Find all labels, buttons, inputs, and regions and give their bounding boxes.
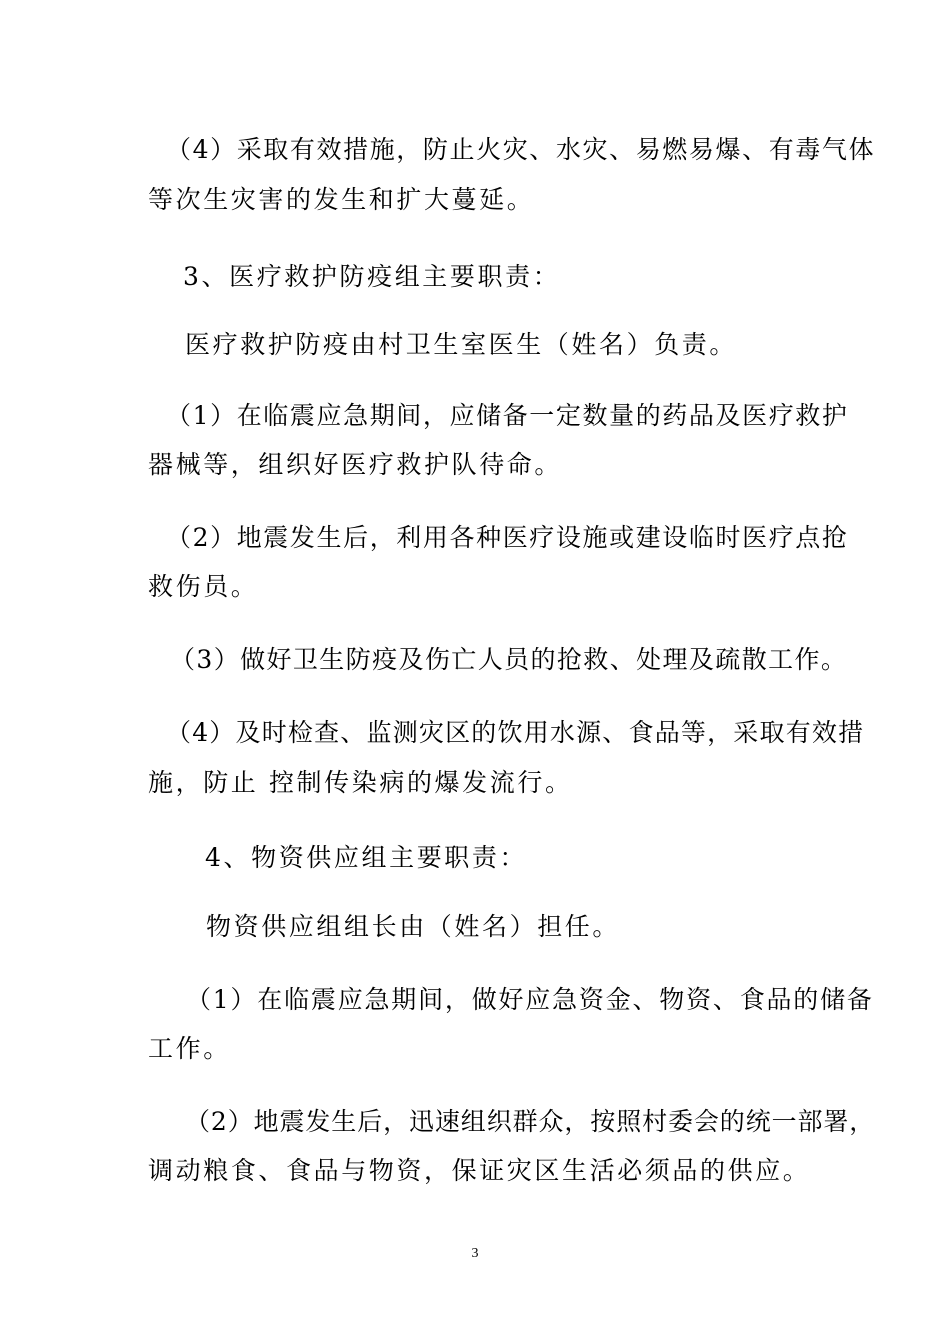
text-line: 器械等，组织好医疗救护队待命。 (148, 450, 563, 479)
section-heading: 3、医疗救护防疫组主要职责： (183, 262, 561, 291)
text-line: （4）及时检查、监测灾区的饮用水源、食品等，采取有效措 (166, 718, 865, 747)
text-line: 救伤员。 (148, 572, 259, 601)
text-line: （1）在临震应急期间，应储备一定数量的药品及医疗救护 (166, 401, 849, 430)
text-line: （4）采取有效措施，防止火灾、水灾、易燃易爆、有毒气体 (166, 135, 876, 164)
text-line: 工作。 (148, 1034, 231, 1063)
text-line: 医疗救护防疫由村卫生室医生（姓名）负责。 (185, 330, 738, 359)
text-line: （2）地震发生后，迅速组织群众，按照村委会的统一部署， (185, 1107, 876, 1136)
text-line: （2）地震发生后，利用各种医疗设施或建设临时医疗点抢 (166, 523, 849, 552)
page-number: 3 (471, 1246, 479, 1261)
text-line: 调动粮食、食品与物资，保证灾区生活必须品的供应。 (148, 1156, 811, 1185)
text-line: 施，防止 控制传染病的爆发流行。 (148, 768, 573, 797)
text-line: 物资供应组组长由（姓名）担任。 (206, 912, 621, 941)
section-heading: 4、物资供应组主要职责： (205, 843, 528, 872)
text-line: （3）做好卫生防疫及伤亡人员的抢救、处理及疏散工作。 (170, 645, 848, 674)
text-line: 等次生灾害的发生和扩大蔓延。 (148, 185, 535, 214)
text-line: （1）在临震应急期间，做好应急资金、物资、食品的储备 (186, 985, 874, 1014)
